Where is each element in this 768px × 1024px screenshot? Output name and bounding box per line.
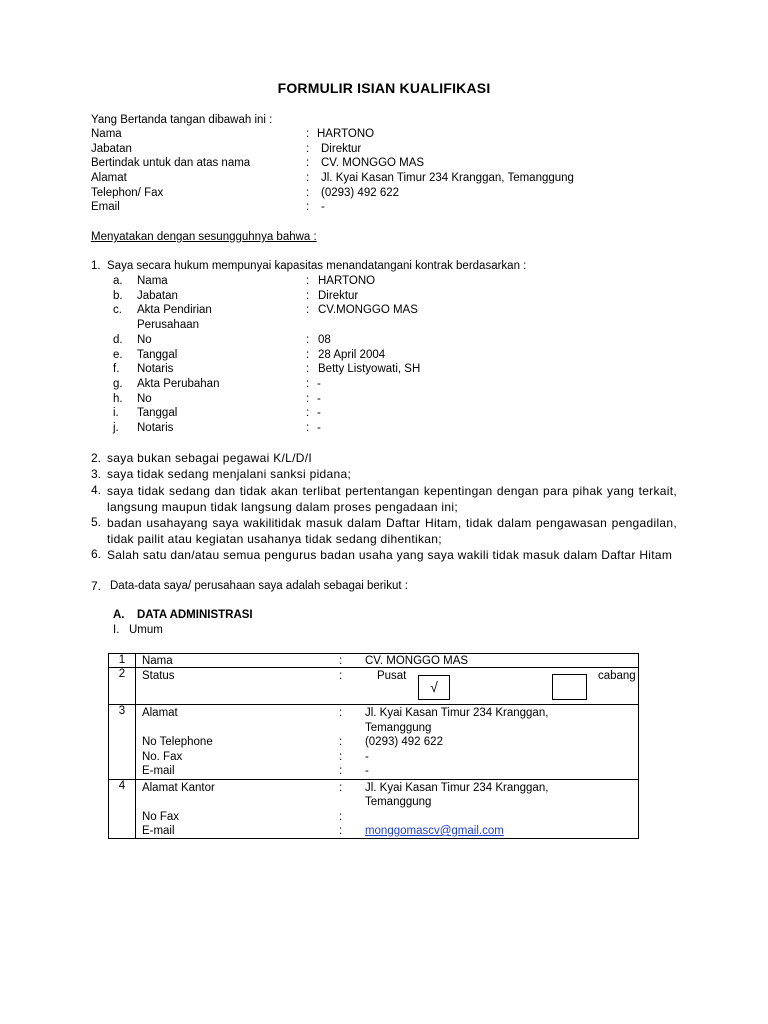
sub-label: Nama: [137, 275, 168, 287]
sub-label: Jabatan: [137, 290, 178, 302]
item-number: 3.: [91, 467, 102, 481]
subsection-title: Umum: [129, 624, 163, 636]
sub-label: No: [137, 334, 152, 346]
row-number: 1: [109, 654, 136, 668]
row-label: E-mail: [141, 825, 175, 837]
item-number: 7.: [91, 579, 102, 593]
field-value: -: [321, 201, 325, 213]
sub-letter: f.: [113, 363, 120, 375]
row-label: Status: [141, 670, 175, 682]
row-colon: :: [338, 655, 343, 667]
checkmark-icon: √: [430, 679, 438, 695]
item-text: Data-data saya/ perusahaan saya adalah sebagai berikut :: [110, 580, 408, 592]
item-number: 4.: [91, 483, 102, 497]
status-cabang-label: cabang: [597, 670, 636, 682]
field-label: Email: [91, 201, 120, 213]
item-text: Salah satu dan/atau semua pengurus badan usaha yang saya wakili tidak masuk dalam Daftar Hitam: [107, 548, 673, 562]
row-colon: :: [338, 825, 343, 837]
sub-value: -: [317, 378, 321, 390]
sub-letter: j.: [113, 422, 119, 434]
row-colon: :: [338, 782, 343, 794]
row-label: Nama: [141, 655, 173, 667]
row-colon: :: [338, 751, 343, 763]
sub-value: -: [317, 422, 321, 434]
email-link[interactable]: monggomascv@gmail.com: [364, 825, 504, 837]
field-colon: :: [306, 187, 310, 199]
sub-letter: h.: [113, 393, 123, 405]
field-colon: :: [306, 128, 310, 140]
item-number: 5.: [91, 515, 102, 529]
item-number: 6.: [91, 547, 102, 561]
intro-text: Yang Bertanda tangan dibawah ini :: [91, 114, 273, 126]
row-value-cont: Temanggung: [364, 722, 432, 734]
item-text: saya tidak sedang dan tidak akan terlibat pertentangan kepentingan dengan para pihak yang terkait, langsung maupun tidak langsung dalam proses pengadaan ini;: [107, 484, 677, 514]
sub-letter: c.: [113, 304, 122, 316]
field-label: Bertindak untuk dan atas nama: [91, 157, 251, 169]
sub-letter: a.: [113, 275, 123, 287]
sub-colon: :: [306, 422, 310, 434]
sub-letter: b.: [113, 290, 123, 302]
status-pusat-label: Pusat: [376, 670, 407, 682]
field-value: Direktur: [321, 143, 362, 155]
field-label: Alamat: [91, 172, 127, 184]
sub-label-cont: Perusahaan: [137, 319, 200, 331]
sub-value: CV.MONGGO MAS: [318, 304, 418, 316]
table-row: [109, 705, 639, 780]
sub-letter: g.: [113, 378, 123, 390]
sub-letter: i.: [113, 407, 119, 419]
field-label: Telephon/ Fax: [91, 187, 164, 199]
sub-label: Tanggal: [137, 407, 178, 419]
sub-colon: :: [306, 393, 310, 405]
row-colon: :: [338, 736, 343, 748]
sub-value: -: [317, 407, 321, 419]
item-number: 1.: [91, 260, 101, 272]
sub-colon: :: [306, 275, 310, 287]
row-label: Alamat Kantor: [141, 782, 215, 794]
row-label: No Telephone: [141, 736, 213, 748]
sub-value: 08: [318, 334, 331, 346]
row-colon: :: [338, 670, 343, 682]
row-content: [135, 705, 638, 780]
sub-value: 28 April 2004: [318, 349, 386, 361]
row-value: Jl. Kyai Kasan Timur 234 Kranggan,: [364, 707, 549, 719]
row-value: -: [364, 765, 369, 777]
row-label: No Fax: [141, 811, 180, 823]
item-text: saya bukan sebagai pegawai K/L/D/I: [107, 451, 312, 465]
row-number: 4: [109, 780, 136, 839]
sub-label: Notaris: [137, 422, 174, 434]
table-row: [109, 654, 639, 668]
sub-colon: :: [306, 290, 310, 302]
section-letter: A.: [113, 609, 125, 621]
declaration-heading: Menyatakan dengan sesungguhnya bahwa :: [91, 231, 317, 243]
item-text: badan usahayang saya wakilitidak masuk dalam Daftar Hitam, tidak dalam pengawasan pengadilan, tidak pailit atau kegiatan usahanya tidak sedang dihentikan;: [107, 516, 677, 546]
field-colon: :: [306, 157, 310, 169]
item-number: 2.: [91, 451, 102, 465]
sub-colon: :: [306, 304, 310, 316]
item-text: Saya secara hukum mempunyai kapasitas menandatangani kontrak berdasarkan :: [107, 260, 527, 272]
table-row: [109, 668, 639, 705]
company-data-table: [108, 653, 639, 839]
row-value: CV. MONGGO MAS: [364, 655, 469, 667]
sub-label: Notaris: [137, 363, 174, 375]
sub-label: Akta Perubahan: [137, 378, 220, 390]
page-title: FORMULIR ISIAN KUALIFIKASI: [277, 80, 491, 96]
table-row: [109, 780, 639, 839]
field-label: Nama: [91, 128, 122, 140]
pusat-checkbox[interactable]: [418, 675, 450, 700]
sub-label: No: [137, 393, 152, 405]
field-value: Jl. Kyai Kasan Timur 234 Kranggan, Temanggung: [321, 172, 574, 184]
row-value: -: [364, 751, 369, 763]
item-text: saya tidak sedang menjalani sanksi pidana;: [107, 467, 352, 481]
row-value: (0293) 492 622: [364, 736, 443, 748]
sub-colon: :: [306, 407, 310, 419]
row-label: E-mail: [141, 765, 175, 777]
cabang-checkbox[interactable]: [552, 674, 587, 700]
field-colon: :: [306, 201, 310, 213]
sub-letter: e.: [113, 349, 123, 361]
row-value: Jl. Kyai Kasan Timur 234 Kranggan,: [364, 782, 549, 794]
row-number: 2: [109, 668, 136, 705]
field-colon: :: [306, 143, 310, 155]
sub-colon: :: [306, 349, 310, 361]
field-colon: :: [306, 172, 310, 184]
sub-colon: :: [306, 378, 310, 390]
row-content: [135, 668, 638, 705]
row-label: No. Fax: [141, 751, 183, 763]
row-value-cont: Temanggung: [364, 796, 432, 808]
sub-value: Betty Listyowati, SH: [318, 363, 421, 375]
row-label: Alamat: [141, 707, 178, 719]
sub-value: -: [317, 393, 321, 405]
row-colon: :: [338, 707, 343, 719]
row-colon: :: [338, 811, 343, 823]
row-content: [135, 780, 638, 839]
section-title: DATA ADMINISTRASI: [137, 609, 253, 621]
row-number: 3: [109, 705, 136, 780]
sub-label: Tanggal: [137, 349, 178, 361]
row-content: [135, 654, 638, 668]
field-value: CV. MONGGO MAS: [321, 157, 425, 169]
sub-label: Akta Pendirian: [137, 304, 212, 316]
row-colon: :: [338, 765, 343, 777]
sub-letter: d.: [113, 334, 123, 346]
sub-value: HARTONO: [318, 275, 376, 287]
sub-colon: :: [306, 334, 310, 346]
field-value: (0293) 492 622: [321, 187, 400, 199]
sub-value: Direktur: [318, 290, 359, 302]
sub-colon: :: [306, 363, 310, 375]
field-value: HARTONO: [317, 128, 375, 140]
field-label: Jabatan: [91, 143, 132, 155]
subsection-number: I.: [113, 624, 120, 636]
